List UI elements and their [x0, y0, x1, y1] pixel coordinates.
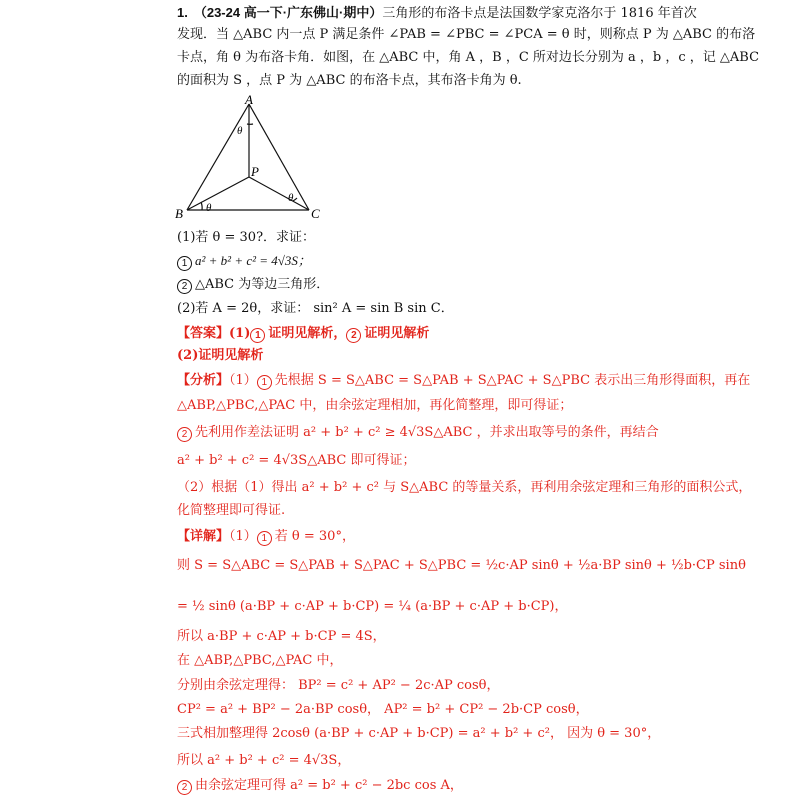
detail-line-8: 三式相加整理得 2cosθ (a·BP + c·AP + b·CP) = a² + b² + c²， 因为 θ = 30°， [177, 726, 661, 741]
question-source: （23-24 高一下·广东佛山·期中） [193, 5, 383, 20]
answer-tag: 【答案】 [177, 325, 230, 340]
detail-line-6: 分别由余弦定理得： BP² = c² + AP² − 2c·AP cosθ， [177, 678, 500, 693]
analysis-tag: 【分析】 [177, 372, 230, 387]
triangle-figure [172, 94, 332, 226]
circled-number: 1 [250, 328, 265, 343]
analysis-line-3: 2 先利用作差法证明 a² + b² + c² ≥ 4√3S△ABC ，并求出取等号的条件，再结合 [177, 424, 659, 442]
question-intro-4: 的面积为 S ，点 P 为 △ABC 的布洛卡点，其布洛卡角为 θ. [177, 73, 522, 88]
question-number: 1. [177, 5, 188, 20]
answer-line-1: 【答案】(1) 1 证明见解析， 2 证明见解析 [177, 325, 430, 341]
detail-line-9: 所以 a² + b² + c² = 4√3S， [177, 753, 351, 768]
circled-number: 2 [346, 328, 361, 343]
circled-number: 1 [177, 256, 192, 271]
circled-number: 2 [177, 780, 192, 795]
detail-tag: 【详解】 [177, 528, 230, 543]
label-b: B [175, 206, 183, 221]
question-intro-3: 卡点，角 θ 为布洛卡角．如图，在 △ABC 中，角 A ，B ，C 所对边长分别为 a ，b ，c ，记 △ABC [177, 50, 760, 65]
part-2: (2)若 A = 2θ，求证： sin² A = sin B sin C． [177, 301, 454, 316]
detail-line-3: = ½ sinθ (a·BP + c·AP + b·CP) = ¼ (a·BP + c·AP + b·CP)， [177, 599, 568, 614]
detail-line-2: 则 S = S△ABC = S△PAB + S△PAC + S△PBC = ½c·AP sinθ + ½a·BP sinθ + ½b·CP sinθ [177, 558, 746, 573]
detail-line-5: 在 △ABP,△PBC,△PAC 中， [177, 653, 343, 668]
label-a: A [245, 94, 253, 107]
analysis-line-1: 【分析】（1） 1 先根据 S = S△ABC = S△PAB + S△PAC + S△PBC 表示出三角形得面积，再在 [177, 372, 751, 388]
part-1-heading: (1)若 θ = 30?．求证： [177, 230, 316, 245]
detail-line-1: 【详解】（1） 1 若 θ = 30°， [177, 528, 355, 544]
analysis-line-2: △ABP,△PBC,△PAC 中，由余弦定理相加，再化简整理，即可得证； [177, 398, 573, 413]
circled-number: 1 [257, 375, 272, 390]
angle-label-c: θ [288, 192, 294, 204]
analysis-line-6: 化简整理即可得证. [177, 503, 286, 518]
part-1-item-2: 2 △ABC 为等边三角形． [177, 276, 329, 294]
answer-line-2: (2)证明见解析 [177, 348, 264, 363]
circled-number: 2 [177, 279, 192, 294]
label-c: C [311, 206, 320, 221]
angle-arc-c [293, 198, 297, 201]
angle-arc-b [201, 202, 202, 210]
detail-line-4: 所以 a·BP + c·AP + b·CP = 4S， [177, 629, 386, 644]
question-line-1 [177, 4, 697, 23]
analysis-line-5: （2）根据（1）得出 a² + b² + c² 与 S△ABC 的等量关系，再利用余弦定理和三角形的面积公式， [177, 480, 752, 495]
question-intro-2: 发现．当 △ABC 内一点 P 满足条件 ∠PAB = ∠PBC = ∠PCA = θ 时，则称点 P 为 △ABC 的布洛 [177, 27, 756, 42]
analysis-line-4: a² + b² + c² = 4√3S△ABC 即可得证； [177, 453, 416, 468]
label-p: P [251, 164, 259, 179]
angle-label-b: θ [206, 202, 212, 214]
detail-line-10: 2 由余弦定理可得 a² = b² + c² − 2bc cos A， [177, 777, 463, 795]
circled-number: 2 [177, 427, 192, 442]
question-intro-1: 三角形的布洛卡点是法国数学家克洛尔于 1816 年首次 [382, 6, 697, 21]
detail-line-7: CP² = a² + BP² − 2a·BP cosθ， AP² = b² + CP² − 2b·CP cosθ， [177, 702, 589, 717]
angle-label-a: θ [237, 125, 243, 137]
part-1-item-1: 1 a² + b² + c² = 4√3S； [177, 252, 311, 271]
circled-number: 1 [257, 531, 272, 546]
